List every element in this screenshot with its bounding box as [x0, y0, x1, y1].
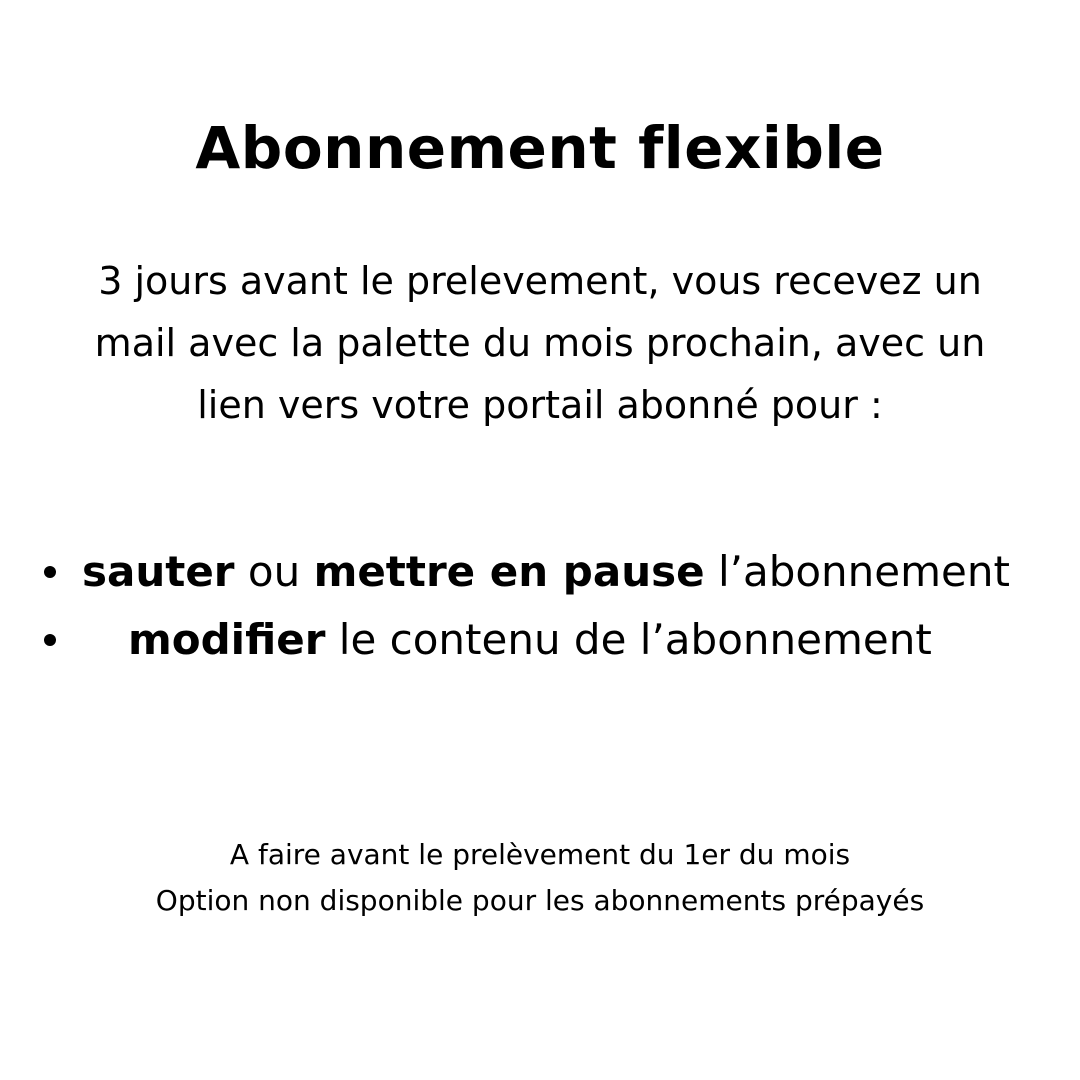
footer-note — [0, 832, 1080, 924]
bullet-icon — [44, 566, 56, 578]
intro-line-2: mail avec la palette du mois prochain, avec un — [94, 321, 986, 365]
keyword-pause: mettre en pause — [313, 547, 705, 596]
intro-line-3: lien vers votre portail abonné pour : — [197, 383, 883, 427]
connector-text: ou — [234, 547, 314, 596]
footer-exclusion: Option non disponible pour les abonnements prépayés — [155, 884, 925, 917]
options-list — [0, 538, 1080, 674]
list-item-modify — [0, 606, 1080, 674]
intro-paragraph — [20, 250, 1060, 436]
page-title: Abonnement flexible — [195, 114, 885, 182]
footer-deadline: A faire avant le prelèvement du 1er du mois — [229, 838, 851, 871]
intro-line-1: 3 jours avant le prelevement, vous recevez un — [98, 259, 982, 303]
keyword-modify: modifier — [128, 615, 326, 664]
keyword-skip: sauter — [82, 547, 235, 596]
bullet-icon — [44, 634, 56, 646]
list-item-text — [82, 538, 1010, 606]
subscription-text: l’abonnement — [704, 547, 1010, 596]
list-item-text — [128, 606, 932, 674]
content-text: le contenu de l’abonnement — [325, 615, 932, 664]
list-item-skip-pause — [0, 538, 1080, 606]
